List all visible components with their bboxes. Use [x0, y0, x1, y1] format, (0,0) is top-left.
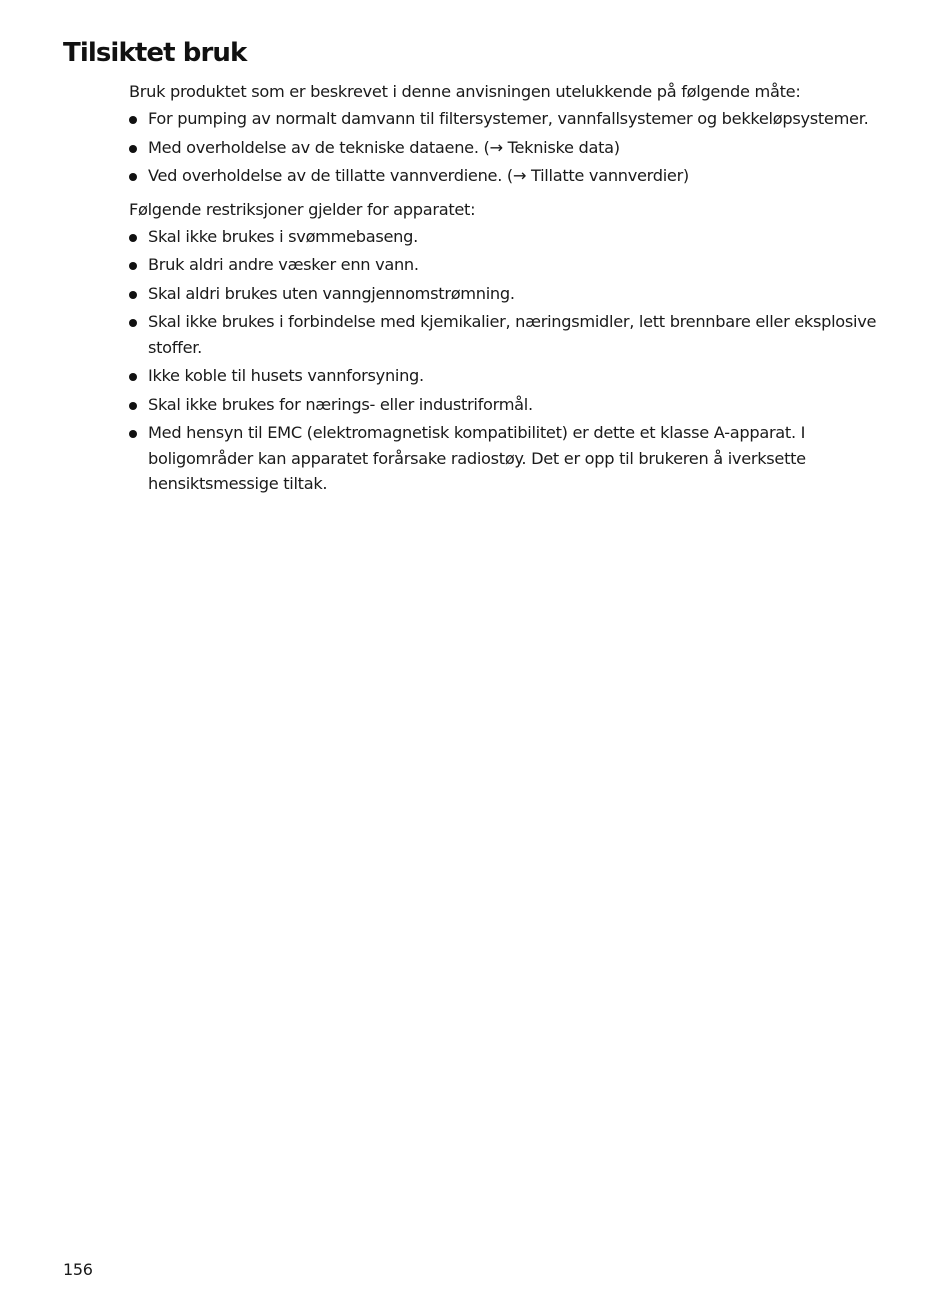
page-number: 156 — [63, 1260, 93, 1279]
usage-intro: Bruk produktet som er beskrevet i denne anvisningen utelukkende på følgende måte: — [129, 82, 801, 101]
usage-item: Med overholdelse av de tekniske dataene. (→ Tekniske data) — [129, 135, 889, 161]
restriction-item: Bruk aldri andre væsker enn vann. — [129, 252, 889, 278]
restriction-item: Ikke koble til husets vannforsyning. — [129, 363, 889, 389]
usage-list — [129, 106, 889, 189]
page-content — [129, 79, 889, 500]
usage-item: For pumping av normalt damvann til filtersystemer, vannfallsystemer og bekkeløpsystemer. — [129, 106, 889, 132]
restriction-item: Med hensyn til EMC (elektromagnetisk kompatibilitet) er dette et klasse A-apparat. I boligområder kan apparatet forårsake radiostøy. Det er opp til brukeren å iverksette hensiktsmessige tiltak. — [129, 420, 889, 497]
restrictions-list — [129, 224, 889, 497]
usage-item: Ved overholdelse av de tillatte vannverdiene. (→ Tillatte vannverdier) — [129, 163, 889, 189]
restriction-item: Skal aldri brukes uten vanngjennomstrømning. — [129, 281, 889, 307]
page-title: Tilsiktet bruk — [63, 38, 247, 68]
restriction-item: Skal ikke brukes i svømmebaseng. — [129, 224, 889, 250]
restrictions-intro: Følgende restriksjoner gjelder for apparatet: — [129, 199, 476, 219]
restriction-item: Skal ikke brukes i forbindelse med kjemikalier, næringsmidler, lett brennbare eller eksplosive stoffer. — [129, 309, 889, 360]
restriction-item: Skal ikke brukes for nærings- eller industriformål. — [129, 392, 889, 418]
